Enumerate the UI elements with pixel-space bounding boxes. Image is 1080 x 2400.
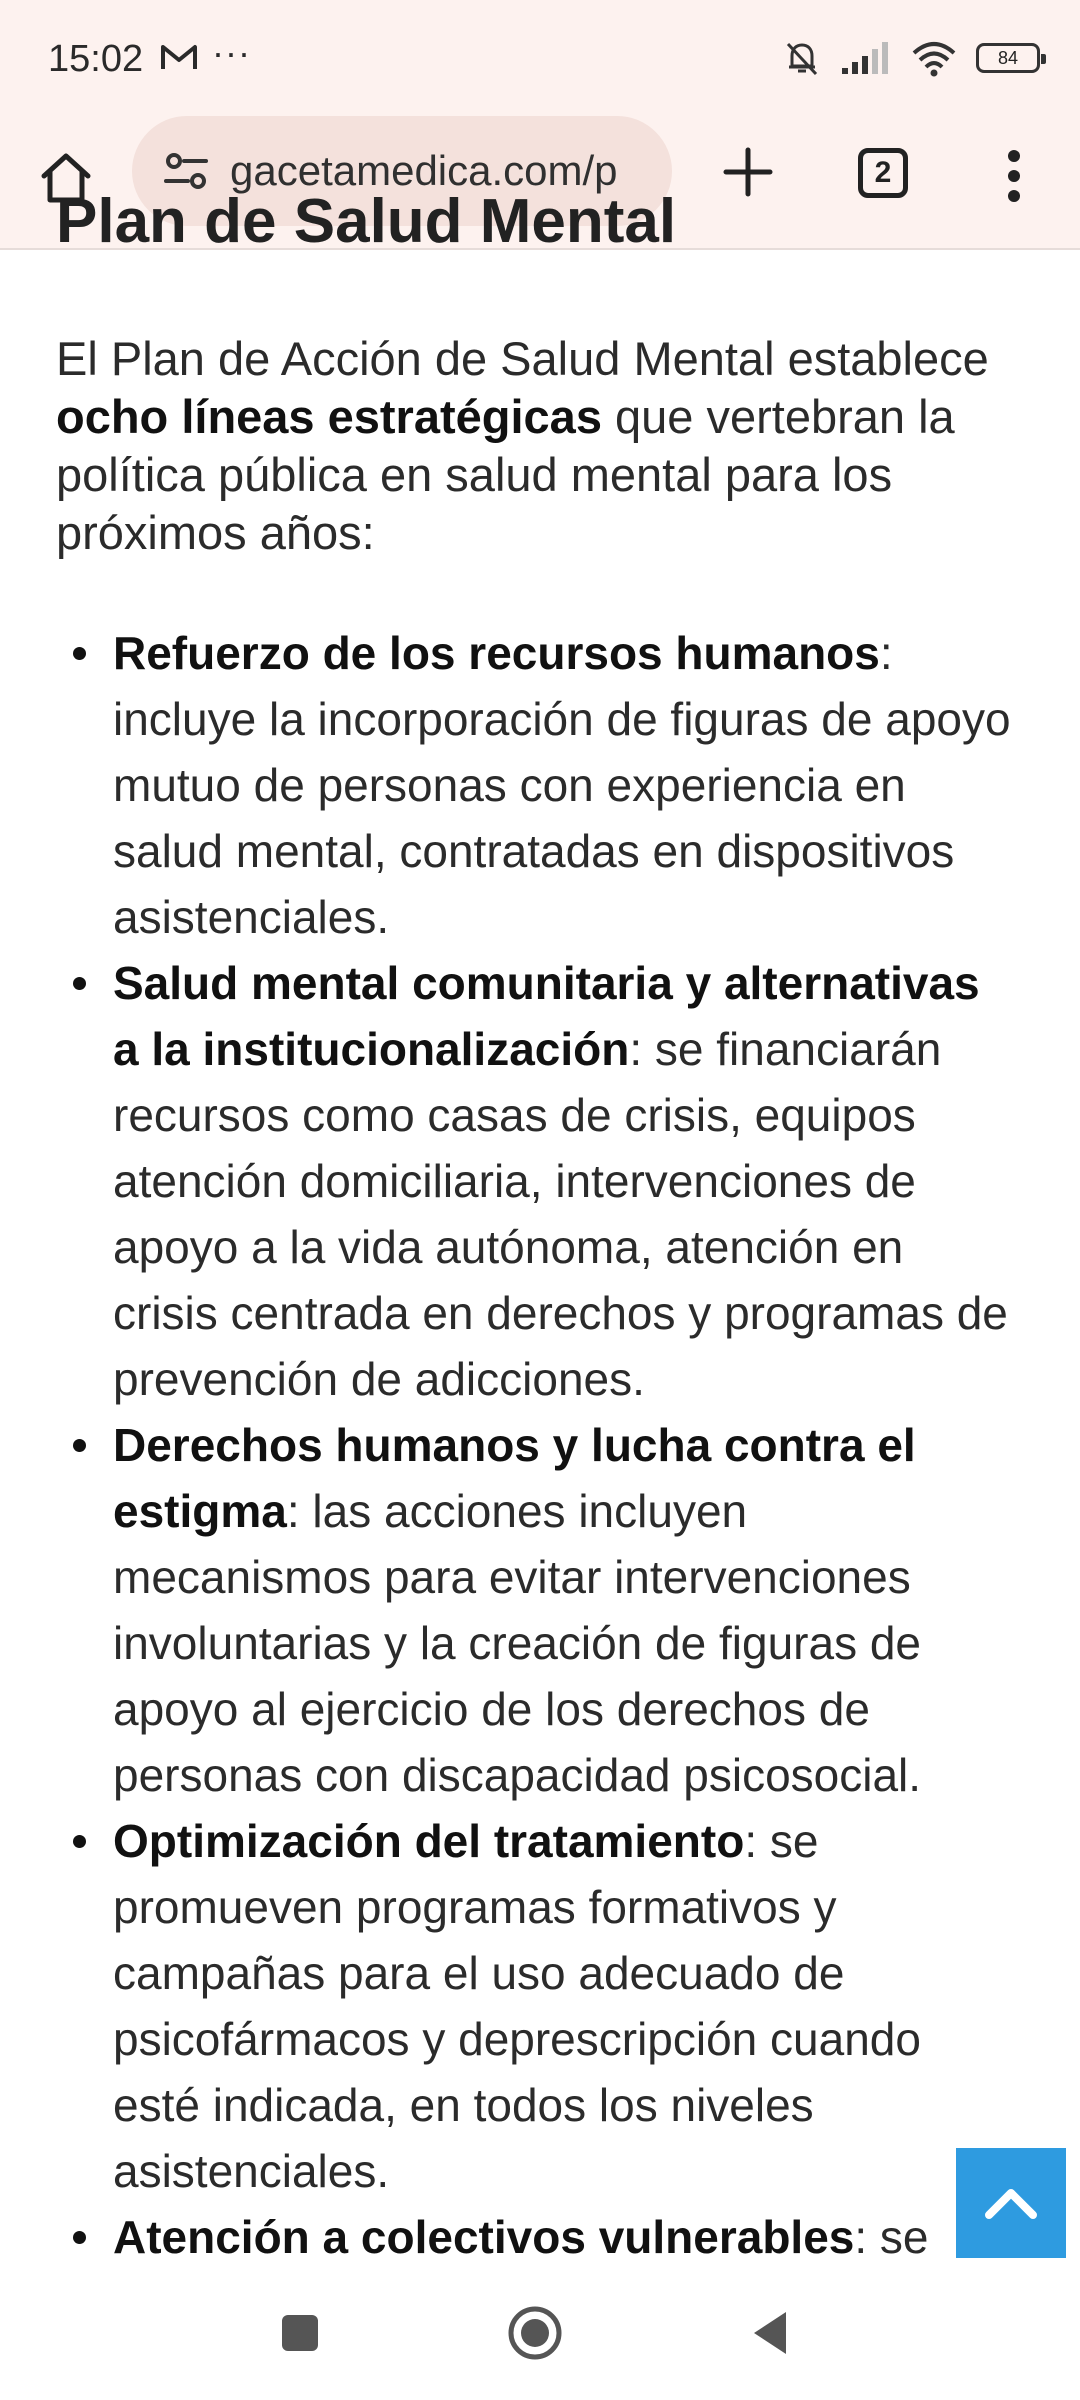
list-item-title: Atención a colectivos vulnerables: [113, 2211, 855, 2263]
gmail-icon: [160, 42, 198, 72]
status-more-icon: ···: [212, 32, 251, 73]
list-item-text: : incluye la incorporación de figuras de apoyo mutuo de personas con experiencia en salud mental, contratadas en dispositivos asistenciales.: [113, 627, 1011, 943]
status-bar: [0, 0, 1080, 116]
list-item-text: : las acciones incluyen mecanismos para evitar intervenciones involuntarias y la creación de figuras de apoyo al ejercicio de los derechos de personas con discapacidad psicosocial.: [113, 1485, 922, 1801]
chevron-up-icon: [981, 2183, 1041, 2223]
list-item: [56, 1808, 1016, 2204]
plus-icon: [720, 144, 776, 200]
list-item-title: Optimización del tratamiento: [113, 1815, 745, 1867]
list-item-text: : se: [854, 2211, 929, 2263]
battery-level: 84: [997, 47, 1019, 68]
list-item-title: Salud mental comunitaria y alternativas a la institucionalización: [113, 957, 980, 1075]
bell-muted-icon: [782, 38, 822, 78]
menu-icon: [1006, 148, 1022, 204]
wifi-icon: [910, 39, 958, 77]
list-item: [56, 1412, 1016, 1808]
list-item: [56, 620, 1016, 950]
tab-switcher-button[interactable]: [850, 140, 916, 206]
list-item-text: : se financiarán recursos como casas de crisis, equipos atención domiciliaria, intervenciones de apoyo a la vida autónoma, atención en crisis centrada en derechos y programas de prevención de adicciones.: [113, 1023, 1008, 1405]
back-to-top-button[interactable]: [956, 2148, 1066, 2258]
system-nav-bar: [0, 2266, 1080, 2400]
status-time: 15:02: [48, 38, 144, 80]
intro-text: El Plan de Acción de Salud Mental establece: [56, 332, 989, 385]
battery-icon: [976, 43, 1040, 73]
recents-square-icon: [280, 2313, 320, 2353]
browser-menu-button[interactable]: [990, 140, 1038, 212]
list-item-text: : se promueven programas formativos y campañas para el uso adecuado de psicofármacos y deprescripción cuando esté indicada, en todos los niveles asistenciales.: [113, 1815, 921, 2197]
intro-bold: ocho líneas estratégicas: [56, 390, 602, 443]
back-triangle-icon: [750, 2310, 790, 2356]
intro-text-end: que vertebran la política pública en salud mental para los próximos años:: [56, 390, 955, 559]
list-item: [56, 950, 1016, 1412]
strategic-lines-list: [56, 620, 1016, 2270]
list-item-title: Refuerzo de los recursos humanos: [113, 627, 880, 679]
signal-icon: [840, 40, 892, 76]
tabs-icon: [858, 148, 908, 198]
home-nav-button[interactable]: [490, 2288, 580, 2378]
list-item: [56, 2204, 1016, 2270]
tab-count: 2: [874, 156, 892, 189]
new-tab-button[interactable]: [712, 136, 784, 208]
page-content[interactable]: [0, 187, 1080, 2266]
recents-button[interactable]: [255, 2288, 345, 2378]
back-nav-button[interactable]: [725, 2288, 815, 2378]
status-right-icons: [782, 38, 1040, 78]
list-item-title: Derechos humanos y lucha contra el estigma: [113, 1419, 916, 1537]
intro-paragraph: [56, 330, 1036, 562]
section-heading: Plan de Salud Mental: [56, 187, 677, 256]
home-circle-icon: [506, 2304, 564, 2362]
url-text[interactable]: gacetamedica.com/p: [230, 147, 618, 194]
